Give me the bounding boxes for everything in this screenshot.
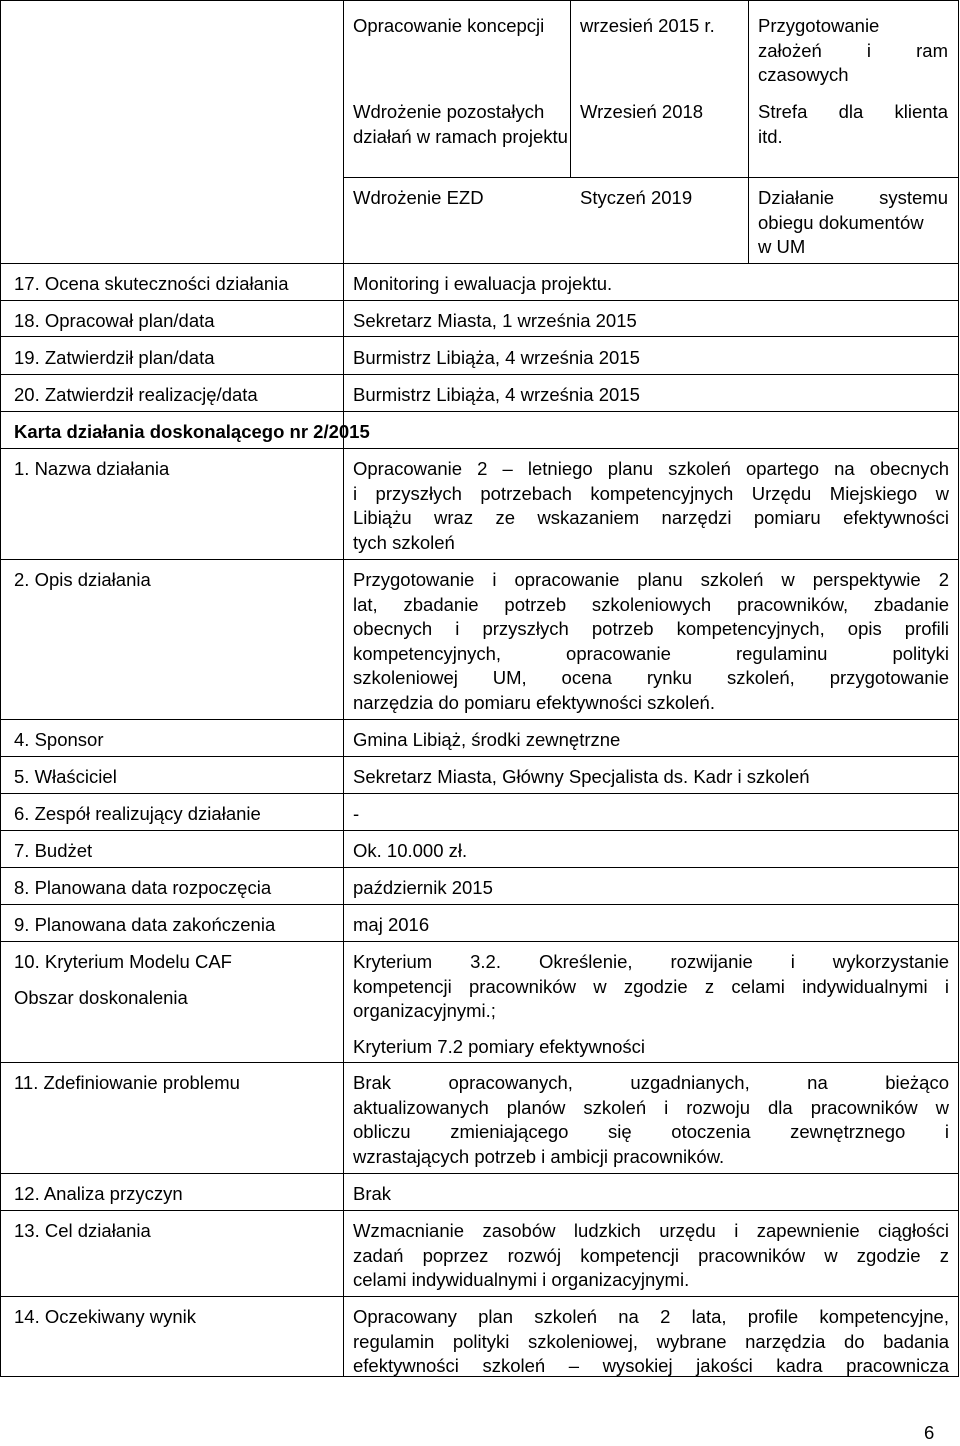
value-line: regulamin polityki szkoleniowej, wybrane narzędzia do badania (353, 1330, 949, 1352)
scope-cell (758, 14, 948, 88)
divider (0, 336, 959, 337)
value-line: Brak opracowanych, uzgadnianych, na bieżąco (353, 1072, 949, 1093)
field-value: Sekretarz Miasta, Główny Specjalista ds. Kadr i szkoleń (353, 766, 810, 787)
divider (748, 0, 749, 263)
divider (570, 0, 571, 177)
scope-line: czasowych (758, 64, 849, 85)
scope-line: założeń i ram (758, 39, 948, 61)
border-left (0, 0, 1, 1377)
scope-line: Strefa dla klienta (758, 101, 948, 122)
divider (0, 1062, 959, 1063)
field-value: Gmina Libiąż, środki zewnętrzne (353, 729, 621, 750)
field-label: 9. Planowana data zakończenia (14, 914, 276, 935)
field-label: 10. Kryterium Modelu CAF (14, 951, 232, 972)
value-line: szkoleniowej UM, ocena rynku szkoleń, przygotowanie (353, 667, 949, 688)
divider (0, 1173, 959, 1174)
divider (0, 448, 959, 449)
value-line: Kryterium 3.2. Określenie, rozwijanie i wykorzystanie (353, 951, 949, 972)
divider (343, 177, 959, 178)
date-cell: wrzesień 2015 r. (580, 15, 715, 36)
field-value (353, 568, 949, 715)
divider (0, 867, 959, 868)
field-value (353, 1305, 949, 1379)
value-line: efektywności szkoleń – wysokiej jakości kadra pracownicza (353, 1355, 949, 1376)
divider (0, 719, 959, 720)
divider (0, 559, 959, 560)
value-line: Wzmacnianie zasobów ludzkich urzędu i zapewnienie ciągłości (353, 1220, 949, 1241)
divider (0, 904, 959, 905)
value-line: lat, zbadanie potrzeb szkoleniowych pracowników, zbadanie (353, 593, 949, 615)
divider (0, 1296, 959, 1297)
field-label: 12. Analiza przyczyn (14, 1183, 183, 1204)
scope-cell (758, 186, 948, 260)
date-cell: Styczeń 2019 (580, 187, 693, 208)
field-value (353, 1071, 949, 1169)
field-label: 11. Zdefiniowanie problemu (14, 1072, 240, 1093)
divider (0, 793, 959, 794)
scope-line: Działanie systemu (758, 187, 948, 208)
scope-line: w UM (758, 236, 806, 257)
value-line: kompetencji pracowników w zgodzie z celami indywidualnymi i (353, 975, 949, 997)
scope-line: Przygotowanie (758, 15, 880, 36)
value-line: narzędzia do pomiaru efektywności szkoleń. (353, 691, 715, 713)
divider (0, 374, 959, 375)
value-line: Przygotowanie i opracowanie planu szkoleń w perspektywie 2 (353, 569, 949, 590)
action-cell: Opracowanie koncepcji (353, 15, 545, 36)
value-line: obecnych i przyszłych potrzeb kompetencyjnych, opis profili (353, 618, 949, 639)
scope-cell (758, 100, 948, 149)
meta-label: 19. Zatwierdził plan/data (14, 347, 215, 368)
value-line: zadań poprzez rozwój kompetencji pracowników w zgodzie z (353, 1244, 949, 1266)
value-line: organizacyjnymi.; (353, 1000, 496, 1021)
value-line: obliczu zmieniającego się otoczenia zewnętrznego i (353, 1121, 949, 1142)
field-label: 1. Nazwa działania (14, 458, 170, 479)
date-cell: Wrzesień 2018 (580, 101, 704, 122)
meta-label: 18. Opracował plan/data (14, 310, 215, 331)
value-line: wzrastających potrzeb i ambicji pracowników. (353, 1145, 725, 1167)
meta-value: Burmistrz Libiąża, 4 września 2015 (353, 384, 640, 405)
field-value: maj 2016 (353, 914, 430, 935)
meta-label: 20. Zatwierdził realizację/data (14, 384, 258, 405)
field-value: październik 2015 (353, 877, 493, 898)
divider (0, 830, 959, 831)
card-title: Karta działania doskonalącego nr 2/2015 (14, 421, 370, 442)
action-cell: Wdrożenie pozostałych działań w ramach projektu (353, 101, 568, 147)
divider (0, 263, 959, 264)
meta-label: 17. Ocena skuteczności działania (14, 273, 289, 294)
value-line: i przyszłych potrzebach kompetencyjnych Urzędu Miejskiego w (353, 482, 949, 504)
value-line: Opracowany plan szkoleń na 2 lata, profile kompetencyjne, (353, 1306, 949, 1327)
value-line: tych szkoleń (353, 531, 455, 553)
field-label: 6. Zespół realizujący działanie (14, 803, 261, 824)
value-line: aktualizowanych planów szkoleń i rozwoju dla pracowników w (353, 1096, 949, 1118)
page-number: 6 (924, 1422, 935, 1443)
divider (0, 756, 959, 757)
divider (0, 941, 959, 942)
border-right (958, 0, 959, 1377)
value-line: Libiążu wraz ze wskazaniem narzędzi pomiaru efektywności (353, 507, 949, 528)
divider (0, 411, 959, 412)
value-line: Opracowanie 2 – letniego planu szkoleń opartego na obecnych (353, 458, 949, 479)
value-line: kompetencyjnych, opracowanie regulaminu polityki (353, 642, 949, 664)
field-label: Obszar doskonalenia (14, 987, 188, 1008)
field-value: Kryterium 7.2 pomiary efektywności (353, 1036, 645, 1057)
border-top (0, 0, 959, 1)
field-value (353, 457, 949, 555)
field-value (353, 1219, 949, 1293)
action-cell: Wdrożenie EZD (353, 187, 484, 208)
field-label: 5. Właściciel (14, 766, 117, 787)
divider (0, 1210, 959, 1211)
scope-line: itd. (758, 125, 783, 147)
value-line: celami indywidualnymi i organizacyjnymi. (353, 1269, 690, 1290)
meta-value: Burmistrz Libiąża, 4 września 2015 (353, 347, 640, 368)
meta-value: Sekretarz Miasta, 1 września 2015 (353, 310, 637, 331)
field-label: 4. Sponsor (14, 729, 104, 750)
field-value (353, 950, 949, 1024)
field-label: 8. Planowana data rozpoczęcia (14, 877, 272, 898)
field-label: 13. Cel działania (14, 1220, 151, 1241)
divider (0, 300, 959, 301)
field-value: - (353, 803, 360, 824)
scope-line: obiegu dokumentów (758, 211, 924, 233)
field-value: Ok. 10.000 zł. (353, 840, 468, 861)
meta-value: Monitoring i ewaluacja projektu. (353, 273, 613, 294)
field-label: 2. Opis działania (14, 569, 151, 590)
field-label: 14. Oczekiwany wynik (14, 1306, 196, 1327)
field-label: 7. Budżet (14, 840, 93, 861)
field-value: Brak (353, 1183, 392, 1204)
divider (343, 0, 344, 1377)
